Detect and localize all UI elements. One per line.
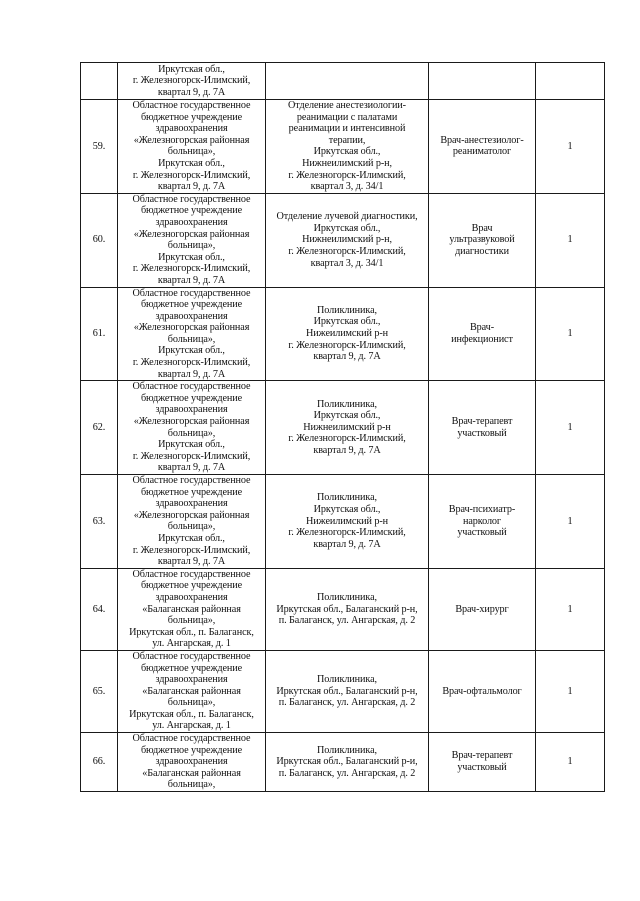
institution-cell: Областное государственное бюджетное учреждение здравоохранения «Балаганская районная больница», [118, 733, 266, 792]
institution-cell: Областное государственное бюджетное учреждение здравоохранения «Железногорская районная больница», Иркутская обл., г. Железногорск-Илимский, квартал 9, д. 7А [118, 287, 266, 381]
unit-address-cell: Отделение лучевой диагностики, Иркутская обл., Нижнеилимский р-н, г. Железногорск-Илимский, квартал 3, д. 34/1 [266, 193, 429, 287]
count-cell: 1 [536, 381, 605, 475]
count-cell: 1 [536, 100, 605, 194]
unit-address-cell: Поликлиника, Иркутская обл., Балаганский р-н, п. Балаганск, ул. Ангарская, д. 2 [266, 568, 429, 650]
count-cell: 1 [536, 568, 605, 650]
table-row [81, 568, 605, 650]
count-cell: 1 [536, 287, 605, 381]
row-number: 60. [81, 193, 118, 287]
position-cell: Врач-офтальмолог [429, 650, 536, 732]
unit-address-cell: Поликлиника, Иркутская обл., Нижнеилимский р-н г. Железногорск-Илимский, квартал 9, д. 7А [266, 381, 429, 475]
vacancy-table [80, 62, 605, 792]
row-number: 64. [81, 568, 118, 650]
institution-cell: Областное государственное бюджетное учреждение здравоохранения «Балаганская районная больница», Иркутская обл., п. Балаганск, ул. Ангарская, д. 1 [118, 568, 266, 650]
position-cell: Врач-хирург [429, 568, 536, 650]
unit-address-cell: Поликлиника, Иркутская обл., Нижеилимский р-н г. Железногорск-Илимский, квартал 9, д. 7А [266, 475, 429, 569]
position-cell: Врач- инфекционист [429, 287, 536, 381]
unit-address-cell: Отделение анестезиологии- реанимации с палатами реанимации и интенсивной терапии, Иркутская обл., Нижнеилимский р-н, г. Железногорск-Илимский, квартал 3, д. 34/1 [266, 100, 429, 194]
position-cell: Врач-анестезиолог- реаниматолог [429, 100, 536, 194]
unit-address-cell: Поликлиника, Иркутская обл., Балаганский р-н, п. Балаганск, ул. Ангарская, д. 2 [266, 650, 429, 732]
institution-cell: Иркутская обл., г. Железногорск-Илимский, квартал 9, д. 7А [118, 63, 266, 100]
institution-cell: Областное государственное бюджетное учреждение здравоохранения «Балаганская районная больница», Иркутская обл., п. Балаганск, ул. Ангарская, д. 1 [118, 650, 266, 732]
position-cell: Врач ультразвуковой диагностики [429, 193, 536, 287]
row-number: 59. [81, 100, 118, 194]
table-row [81, 100, 605, 194]
row-number: 66. [81, 733, 118, 792]
row-number [81, 63, 118, 100]
count-cell [536, 63, 605, 100]
table-row [81, 287, 605, 381]
position-cell: Врач-терапевт участковый [429, 733, 536, 792]
count-cell: 1 [536, 193, 605, 287]
institution-cell: Областное государственное бюджетное учреждение здравоохранения «Железногорская районная больница», Иркутская обл., г. Железногорск-Илимский, квартал 9, д. 7А [118, 100, 266, 194]
row-number: 63. [81, 475, 118, 569]
table-row [81, 475, 605, 569]
position-cell: Врач-терапевт участковый [429, 381, 536, 475]
table-row [81, 193, 605, 287]
unit-address-cell [266, 63, 429, 100]
count-cell: 1 [536, 733, 605, 792]
count-cell: 1 [536, 475, 605, 569]
table-row [81, 650, 605, 732]
table-row [81, 733, 605, 792]
row-number: 62. [81, 381, 118, 475]
table-row [81, 381, 605, 475]
row-number: 61. [81, 287, 118, 381]
count-cell: 1 [536, 650, 605, 732]
institution-cell: Областное государственное бюджетное учреждение здравоохранения «Железногорская районная больница», Иркутская обл., г. Железногорск-Илимский, квартал 9, д. 7А [118, 193, 266, 287]
table-row [81, 63, 605, 100]
position-cell [429, 63, 536, 100]
position-cell: Врач-психиатр- нарколог участковый [429, 475, 536, 569]
institution-cell: Областное государственное бюджетное учреждение здравоохранения «Железногорская районная больница», Иркутская обл., г. Железногорск-Илимский, квартал 9, д. 7А [118, 381, 266, 475]
row-number: 65. [81, 650, 118, 732]
institution-cell: Областное государственное бюджетное учреждение здравоохранения «Железногорская районная больница», Иркутская обл., г. Железногорск-Илимский, квартал 9, д. 7А [118, 475, 266, 569]
unit-address-cell: Поликлиника, Иркутская обл., Балаганский р-и, п. Балаганск, ул. Ангарская, д. 2 [266, 733, 429, 792]
unit-address-cell: Поликлиника, Иркутская обл., Нижеилимский р-н г. Железногорск-Илимский, квартал 9, д. 7А [266, 287, 429, 381]
